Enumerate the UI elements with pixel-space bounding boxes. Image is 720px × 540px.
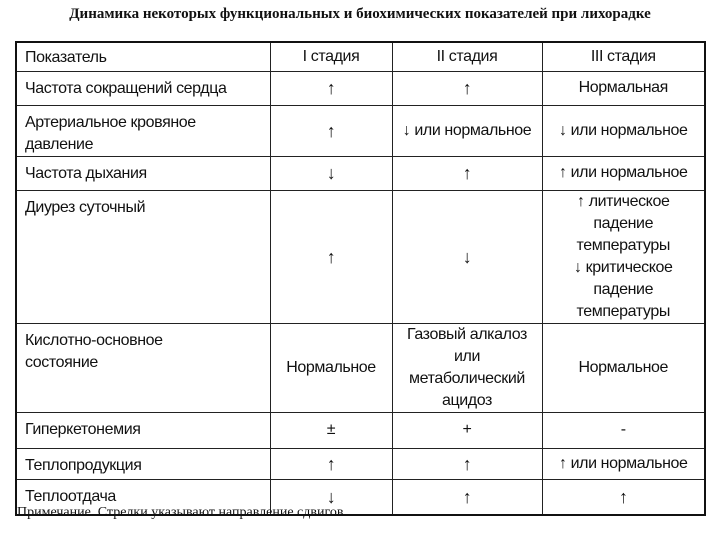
stage-1-value: ↑ <box>270 448 392 479</box>
stage-2-line: Газовый алкалоз <box>407 325 527 343</box>
table-row <box>16 105 705 156</box>
table-row <box>16 156 705 190</box>
table-header-row <box>16 42 705 71</box>
stage-3-value <box>542 190 705 323</box>
page-title: Динамика некоторых функциональных и биохимических показателей при лихорадке <box>69 6 651 22</box>
row-label: Теплопродукция <box>16 448 270 479</box>
stage-3-line: падение температуры <box>576 214 670 254</box>
stage-2-value: ↑ <box>392 448 542 479</box>
stage-3-value: Нормальное <box>542 323 705 412</box>
stage-3-value: ↑ или нормальное <box>542 156 705 190</box>
row-label: Частота сокращений сердца <box>16 71 270 105</box>
stage-1-value: ↓ <box>270 479 392 515</box>
stage-3-value: ↑ или нормальное <box>542 448 705 479</box>
stage-3-line: ↓ критическое <box>573 258 673 276</box>
stage-2-value: + <box>392 412 542 448</box>
stage-2-value: ↓ или нормальное <box>392 105 542 156</box>
header-indicator: Показатель <box>16 42 270 71</box>
row-label <box>16 323 270 412</box>
row-label: Диурез суточный <box>16 190 270 323</box>
row-label: Частота дыхания <box>16 156 270 190</box>
header-stage-2: II стадия <box>392 42 542 71</box>
stage-3-value: - <box>542 412 705 448</box>
stage-3-value: Нормальная <box>542 71 705 105</box>
stage-2-value: ↑ <box>392 479 542 515</box>
stage-1-value: Нормальное <box>270 323 392 412</box>
stage-1-value: ± <box>270 412 392 448</box>
header-stage-1: I стадия <box>270 42 392 71</box>
row-label-line: состояние <box>25 353 98 371</box>
stage-2-value: ↑ <box>392 71 542 105</box>
stage-3-line: падение температуры <box>576 280 670 320</box>
stage-2-value <box>392 323 542 412</box>
row-label: Артериальное кровяное давление <box>16 105 270 156</box>
table-row <box>16 71 705 105</box>
table-row <box>16 323 705 412</box>
stage-2-value: ↑ <box>392 156 542 190</box>
row-label-line: Кислотно-основное <box>25 331 163 349</box>
stage-2-value: ↓ <box>392 190 542 323</box>
stage-3-line: ↑ литическое <box>577 192 670 210</box>
stage-2-line: ацидоз <box>442 391 492 409</box>
header-stage-3: III стадия <box>542 42 705 71</box>
table-row <box>16 448 705 479</box>
stage-3-value: ↓ или нормальное <box>542 105 705 156</box>
footnote: Примечание. Стрелки указывают направление сдвигов. <box>17 505 347 520</box>
stage-2-line: или метаболический <box>409 347 525 387</box>
row-label: Гиперкетонемия <box>16 412 270 448</box>
table-row <box>16 190 705 323</box>
stage-1-value: ↓ <box>270 156 392 190</box>
row-label: Теплоотдача <box>16 479 270 515</box>
table-row <box>16 412 705 448</box>
stage-1-value: ↑ <box>270 190 392 323</box>
stage-1-value: ↑ <box>270 71 392 105</box>
stage-3-value: ↑ <box>542 479 705 515</box>
fever-indicators-table <box>15 41 706 516</box>
stage-1-value: ↑ <box>270 105 392 156</box>
